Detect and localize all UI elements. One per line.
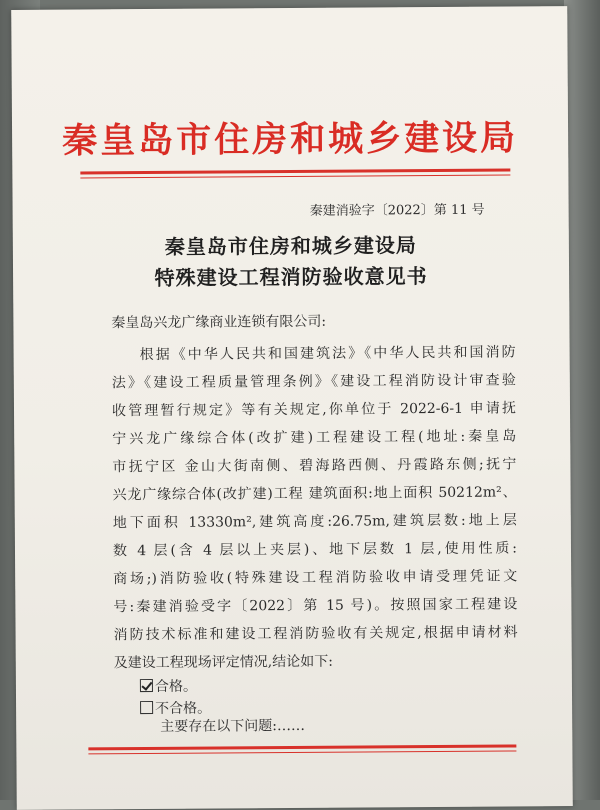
document-title-line-2: 特殊建设工程消防验收意见书	[154, 264, 428, 290]
document-number: 秦建消验字〔2022〕第 11 号	[309, 202, 485, 219]
header-rule-thick	[80, 168, 510, 174]
checked-box-icon	[140, 679, 153, 692]
empty-box-icon	[140, 701, 153, 714]
document-title-line-1: 秦皇岛市住房和城乡建设局	[164, 233, 417, 259]
body-line-5: 市抚宁区 金山大街南侧、碧海路西侧、丹霞路东侧;抚宁	[112, 456, 517, 476]
document-page	[11, 6, 573, 810]
agency-header: 秦皇岛市住房和城乡建设局	[61, 117, 519, 162]
body-line-7: 地下面积 13330m²,建筑高度:26.75m,建筑层数:地上层	[112, 512, 517, 532]
body-line-11: 消防技术标准和建设工程消防验收有关规定,根据申请材料	[113, 624, 518, 644]
option-fail-label: 不合格。	[155, 700, 212, 717]
option-pass-label: 合格。	[154, 678, 197, 695]
recipient: 秦皇岛兴龙广缘商业连锁有限公司:	[111, 313, 327, 332]
body-line-3: 收管理暂行规定》等有关规定,你单位于 2022-6-1 申请抚	[111, 400, 517, 420]
body-line-8: 数 4 层(含 4 层以上夹层)、地下层数 1 层,使用性质:	[112, 540, 518, 560]
header-rule-thin	[80, 174, 510, 178]
issues-line: 主要存在以下问题:……	[160, 717, 305, 735]
footer-rule-thick	[88, 744, 516, 750]
body-line-2: 法》《建设工程质量管理条例》《建设工程消防设计审查验	[111, 372, 516, 392]
option-pass	[140, 676, 197, 696]
body-line-1: 根据《中华人民共和国建筑法》《中华人民共和国消防	[139, 344, 516, 364]
body-line-6: 兴龙广缘综合体(改扩建)工程 建筑面积:地上面积 50212m²、	[112, 484, 517, 504]
footer-rule-thin	[88, 750, 516, 754]
body-line-12: 及建设工程现场评定情况,结论如下:	[113, 653, 334, 672]
body-line-4: 宁兴龙广缘综合体(改扩建)工程建设工程(地址:秦皇岛	[112, 428, 517, 448]
body-line-9: 商场;)消防验收(特殊建设工程消防验收申请受理凭证文	[113, 568, 518, 588]
body-line-10: 号:秦建消验受字〔2022〕第 15 号)。按照国家工程建设	[113, 596, 518, 616]
